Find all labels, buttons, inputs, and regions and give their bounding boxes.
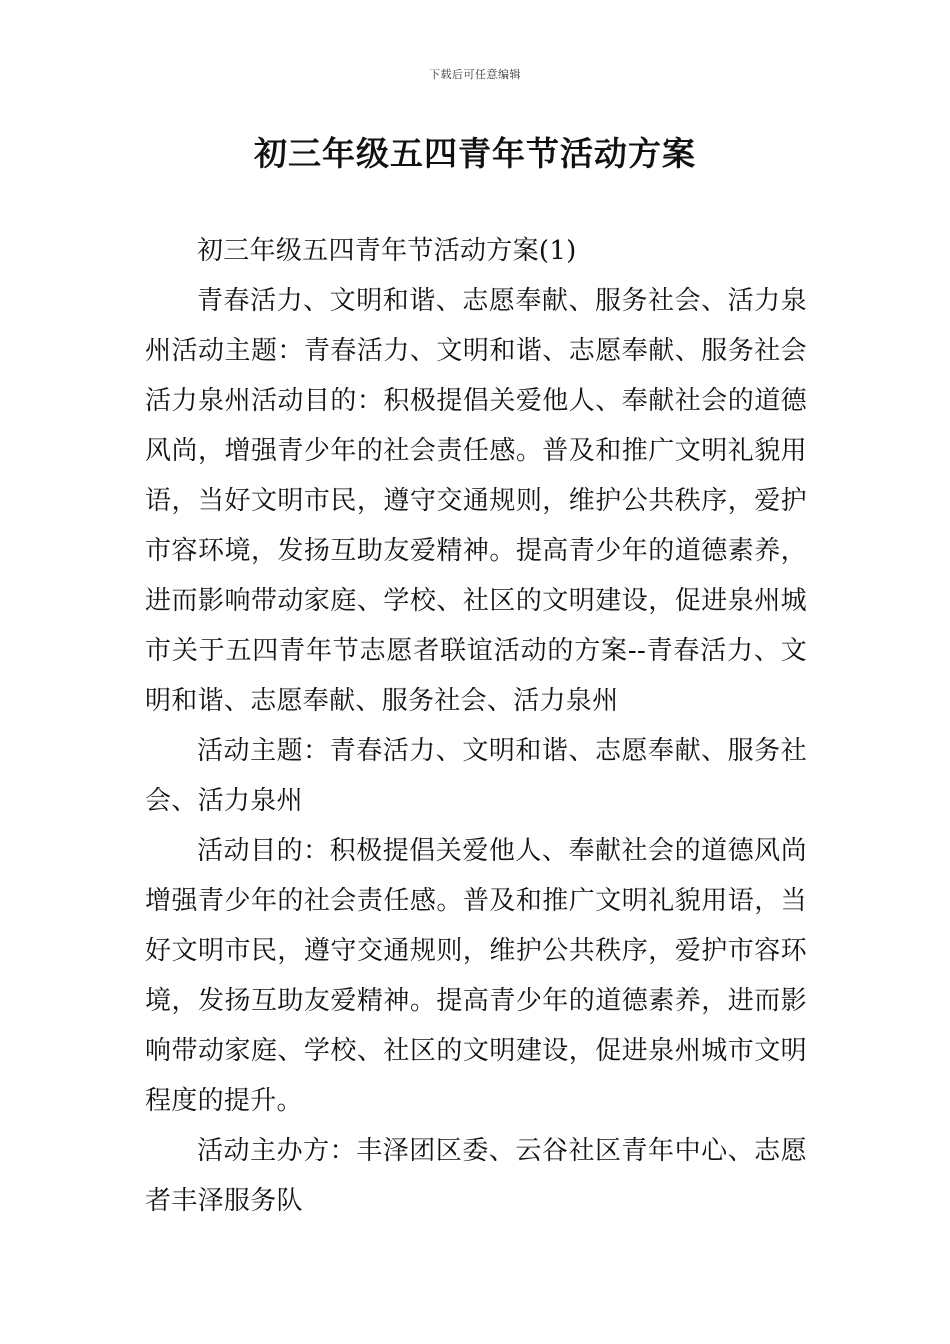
header-note: 下载后可任意编辑: [429, 68, 521, 81]
paragraph-intro: 青春活力、文明和谐、志愿奉献、服务社会、活力泉州活动主题：青春活力、文明和谐、志愿奉献、服务社会活力泉州活动目的：积极提倡关爱他人、奉献社会的道德风尚，增强青少年的社会责任感。普及和推广文明礼貌用语，当好文明市民，遵守交通规则，维护公共秩序，爱护市容环境，发扬互助友爱精神。提高青少年的道德素养，进而影响带动家庭、学校、社区的文明建设，促进泉州城市关于五四青年节志愿者联谊活动的方案--青春活力、文明和谐、志愿奉献、服务社会、活力泉州: [145, 286, 807, 716]
document-body: [145, 226, 807, 1226]
paragraph-theme: 活动主题：青春活力、文明和谐、志愿奉献、服务社会、活力泉州: [145, 736, 807, 816]
paragraph-organizer: 活动主办方：丰泽团区委、云谷社区青年中心、志愿者丰泽服务队: [145, 1136, 807, 1216]
paragraph-purpose: 活动目的：积极提倡关爱他人、奉献社会的道德风尚增强青少年的社会责任感。普及和推广文明礼貌用语，当好文明市民，遵守交通规则，维护公共秩序，爱护市容环境，发扬互助友爱精神。提高青少年的道德素养，进而影响带动家庭、学校、社区的文明建设，促进泉州城市文明程度的提升。: [145, 836, 807, 1116]
document-title: 初三年级五四青年节活动方案: [254, 134, 696, 173]
paragraph-subtitle: 初三年级五四青年节活动方案(1): [197, 236, 577, 266]
